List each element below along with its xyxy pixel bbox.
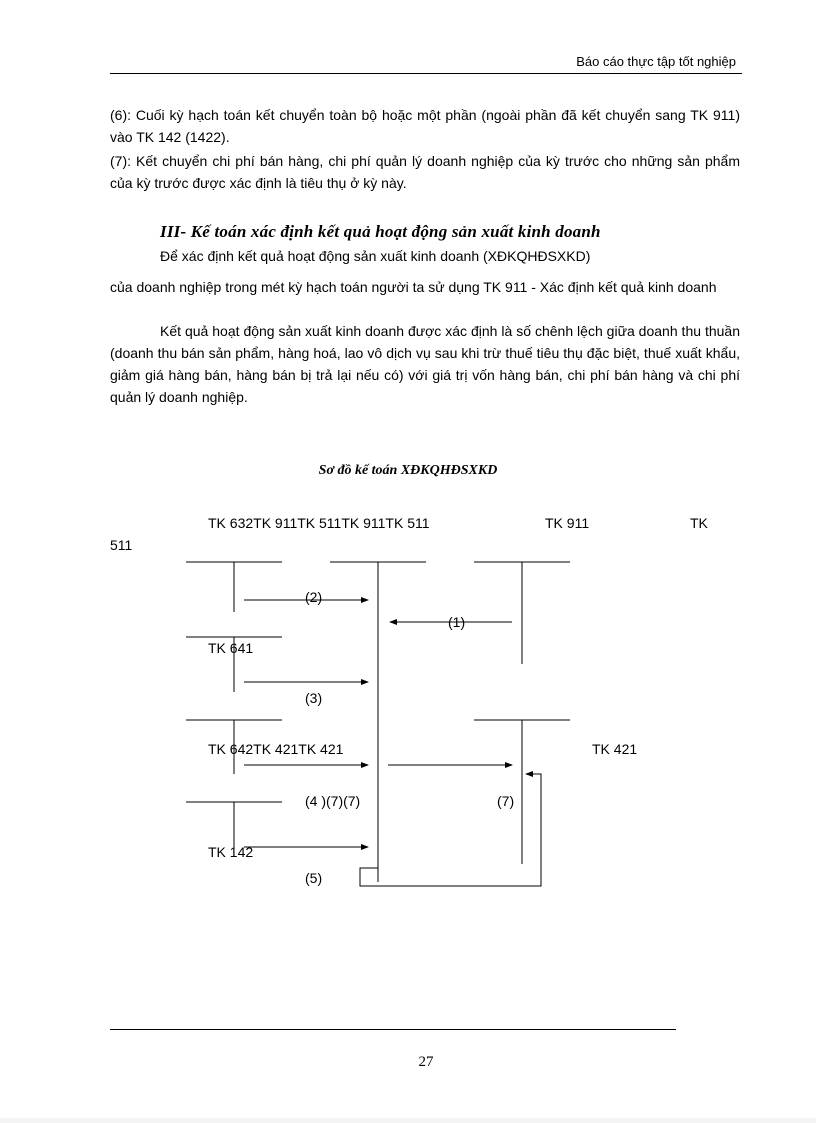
step-7: (7) <box>497 793 515 809</box>
label-top-accounts: TK 632TK 911TK 511TK 911TK 511 <box>208 515 430 531</box>
section-heading: III- Kế toán xác định kết quả hoạt động sản xuất kinh doanh <box>160 222 601 241</box>
step-4-7-7: (4 )(7)(7) <box>305 793 361 809</box>
label-tk142: TK 142 <box>208 844 254 860</box>
step-1: (1) <box>448 614 466 630</box>
step-3: (3) <box>305 690 323 706</box>
step-2: (2) <box>305 589 323 605</box>
label-tk421-right: TK 421 <box>592 741 638 757</box>
section-intro-line: Để xác định kết quả hoạt động sản xuất kinh doanh (XĐKQHĐSXKD) <box>160 248 591 264</box>
section-intro-cont: của doanh nghiệp trong mét kỳ hạch toán người ta sử dụng TK 911 - Xác định kết quả kinh doanh <box>110 279 717 295</box>
paragraph-7: (7): Kết chuyển chi phí bán hàng, chi phí quản lý doanh nghiệp của kỳ trước cho những sản phẩm của kỳ trước được xác định là tiêu thụ ở kỳ này. <box>110 153 740 191</box>
bottom-band <box>0 1118 816 1123</box>
label-tk641: TK 641 <box>208 640 254 656</box>
diagram-title: Sơ đồ kế toán XĐKQHĐSXKD <box>318 463 498 478</box>
section-body: Kết quả hoạt động sản xuất kinh doanh được xác định là số chênh lệch giữa doanh thu thuần (doanh thu bán sản phẩm, hàng hoá, lao vô dịch vụ sau khi trừ thuế tiêu thụ đặc biệt, thuế xuất khẩu, giảm giá hàng bán, hàng bán bị trả lại nếu có) với giá trị vốn hàng bán, chi phí bán hàng và chi phí quản lý doanh nghiệp. <box>110 323 740 405</box>
step-5: (5) <box>305 870 323 886</box>
label-tk911: TK 911 <box>545 515 590 531</box>
label-511: 511 <box>110 537 133 553</box>
header-title: Báo cáo thực tập tốt nghiệp <box>576 54 736 69</box>
loop-7-line <box>360 774 541 886</box>
paragraph-6: (6): Cuối kỳ hạch toán kết chuyển toàn bộ hoặc một phần (ngoài phần đã kết chuyển sang TK 911) vào TK 142 (1422). <box>110 107 740 145</box>
label-tk642-row: TK 642TK 421TK 421 <box>208 741 344 757</box>
page-number: 27 <box>418 1054 434 1070</box>
label-tk-right: TK <box>690 515 708 531</box>
footer-rule <box>110 1029 676 1030</box>
